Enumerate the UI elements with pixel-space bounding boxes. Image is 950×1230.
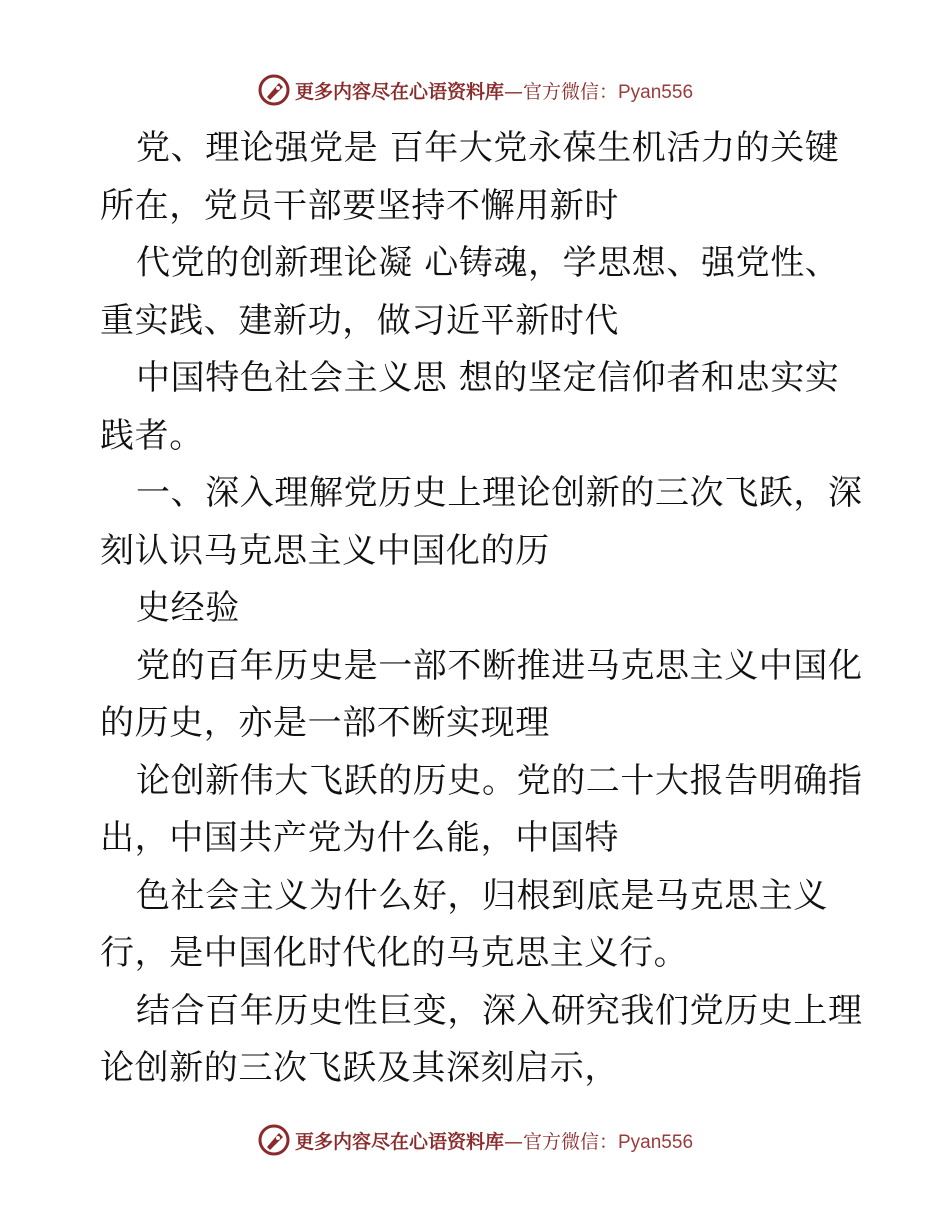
section-heading-line: 刻认识马克思主义中国化的历 — [100, 530, 550, 571]
text-line: 的历史，亦是一部不断实现理 — [100, 703, 550, 743]
banner-brand: 更多内容尽在心语资料库 — [294, 80, 504, 103]
banner-brand: 更多内容尽在心语资料库 — [294, 1130, 504, 1153]
banner-text — [295, 77, 693, 104]
text-line: 论创新的三次飞跃及其深刻启示， — [100, 1048, 619, 1088]
document-body — [100, 120, 863, 1098]
footer-banner — [0, 1120, 950, 1160]
text-line: 出，中国共产党为什么能，中国特 — [100, 818, 619, 858]
pen-nib-circle-icon — [257, 1123, 291, 1157]
banner-separator: — — [503, 1130, 523, 1153]
banner-separator: — — [503, 80, 523, 103]
text-line: 中国特色社会主义思 想的坚定信仰者和忠实实 — [136, 358, 840, 398]
text-line: 践者。 — [100, 415, 204, 456]
banner-wechat-label: 官方微信： — [522, 1130, 618, 1153]
section-heading-line: 一、深入理解党历史上理论创新的三次飞跃，深 — [136, 473, 863, 513]
text-line: 论创新伟大飞跃的历史。党的二十大报告明确指 — [136, 760, 863, 801]
header-banner — [0, 70, 950, 110]
banner-text — [295, 1127, 693, 1154]
text-line: 色社会主义为什么好，归根到底是马克思主义 — [136, 875, 828, 916]
text-line: 结合百年历史性巨变，深入研究我们党历史上理 — [136, 990, 863, 1031]
text-line: 所在，党员干部要坚持不懈用新时 — [100, 185, 619, 226]
text-line: 党的百年历史是一部不断推进马克思主义中国化 — [136, 645, 863, 686]
text-line: 代党的创新理论凝 心铸魂，学思想、强党性、 — [136, 243, 840, 283]
banner-wechat-id: Pyan556 — [618, 81, 694, 103]
pen-nib-circle-icon — [257, 73, 291, 107]
text-line: 重实践、建新功，做习近平新时代 — [100, 300, 619, 341]
banner-wechat-id: Pyan556 — [618, 1131, 694, 1153]
text-line: 行，是中国化时代化的马克思主义行。 — [100, 933, 689, 973]
text-line: 党、理论强党是 百年大党永葆生机活力的关键 — [136, 128, 840, 168]
section-heading-line: 史经验 — [136, 588, 240, 628]
banner-wechat-label: 官方微信： — [522, 80, 618, 103]
